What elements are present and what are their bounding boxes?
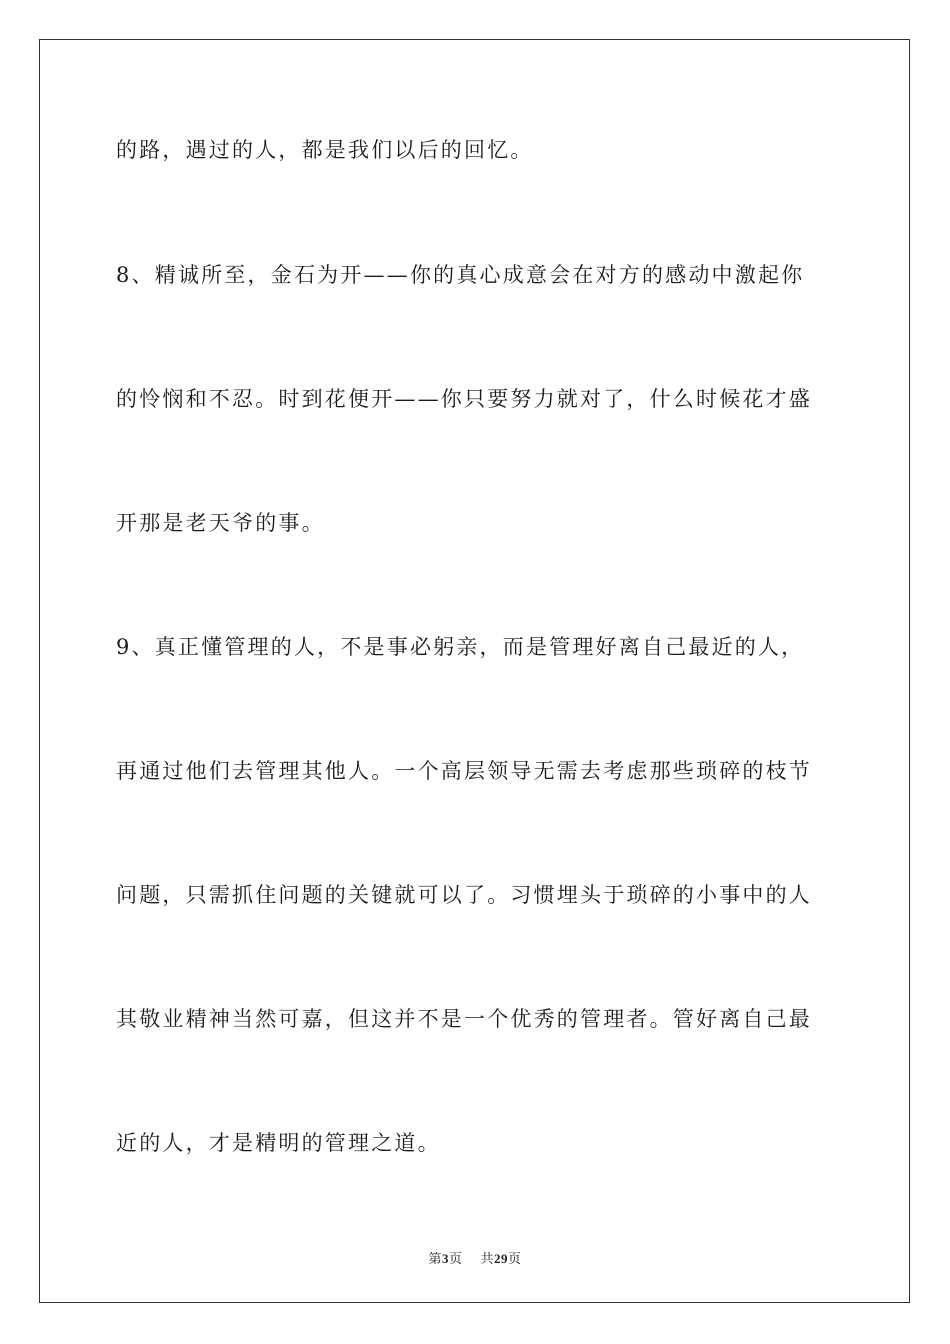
total-suffix: 页 — [508, 1252, 522, 1267]
total-prefix: 共 — [480, 1252, 495, 1267]
page-number: 3 — [441, 1251, 449, 1266]
page-prefix: 第 — [428, 1252, 442, 1267]
page-suffix: 页 — [448, 1252, 463, 1267]
body-line-5: 9、真正懂管理的人，不是事必躬亲，而是管理好离自己最近的人， — [116, 635, 805, 659]
body-line-7: 问题，只需抓住问题的关键就可以了。习惯埋头于琐碎的小事中的人 — [116, 883, 812, 907]
body-line-9: 近的人，才是精明的管理之道。 — [116, 1131, 441, 1155]
total-pages: 29 — [494, 1251, 509, 1266]
page-border — [39, 39, 910, 1303]
page-footer — [0, 1248, 950, 1267]
body-line-2: 8、精诚所至，金石为开——你的真心成意会在对方的感动中激起你 — [116, 263, 805, 287]
body-line-4: 开那是老天爷的事。 — [116, 511, 325, 535]
body-line-1: 的路，遇过的人，都是我们以后的回忆。 — [116, 138, 534, 162]
body-line-8: 其敬业精神当然可嘉，但这并不是一个优秀的管理者。管好离自己最 — [116, 1007, 812, 1031]
body-line-6: 再通过他们去管理其他人。一个高层领导无需去考虑那些琐碎的枝节 — [116, 759, 812, 783]
body-line-3: 的怜悯和不忍。时到花便开——你只要努力就对了，什么时候花才盛 — [116, 387, 812, 411]
